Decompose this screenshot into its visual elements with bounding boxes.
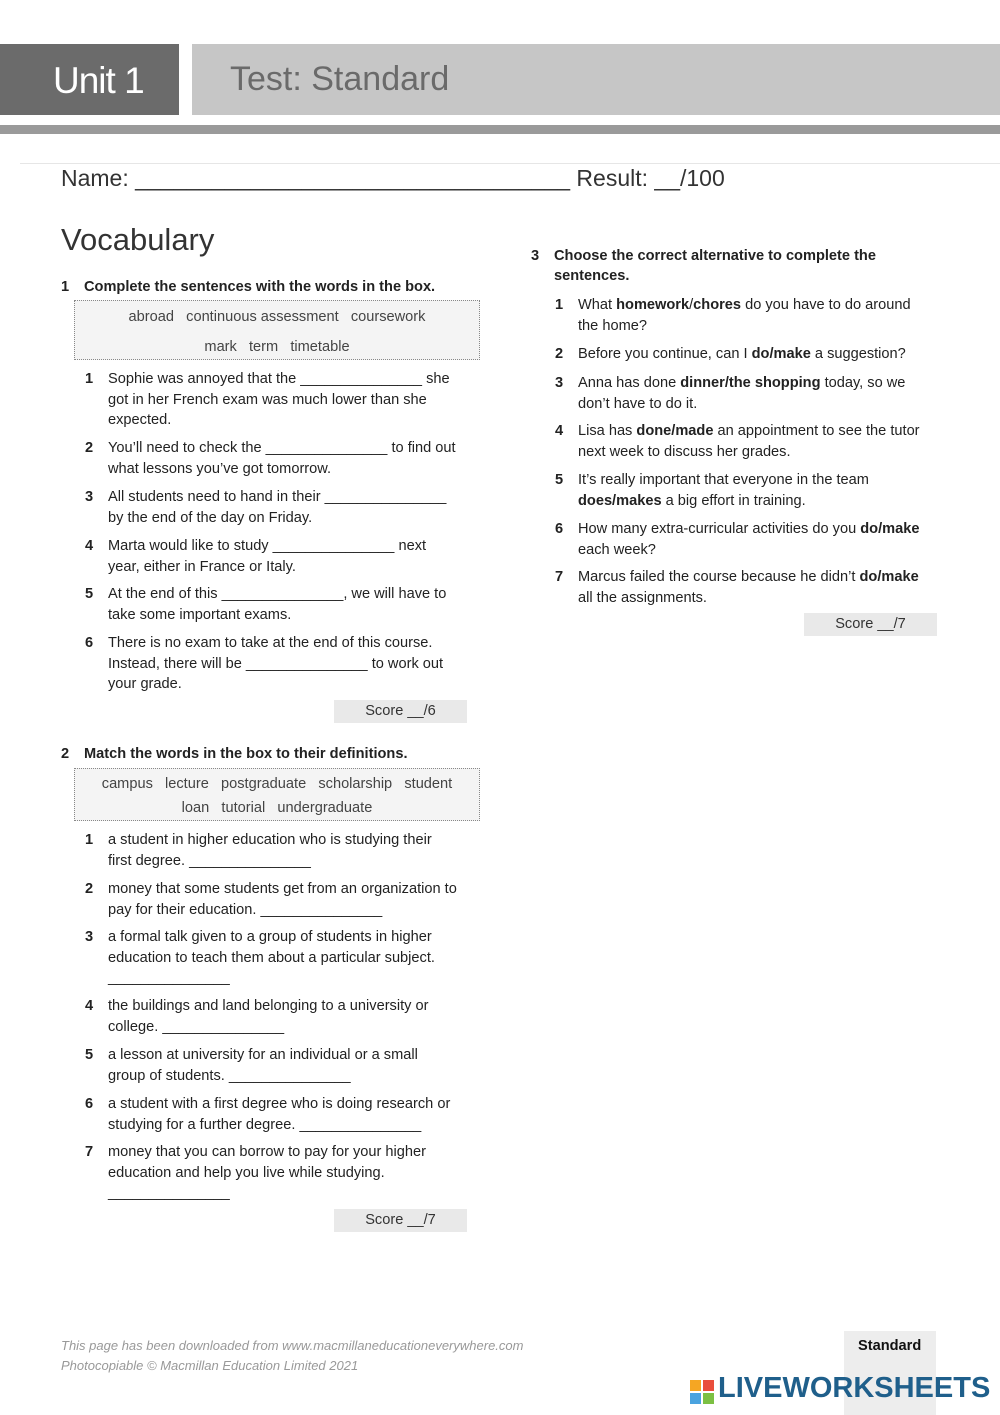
exercise-number: 2 [61, 746, 70, 762]
question-item [555, 470, 955, 511]
question-number: 6 [85, 635, 94, 651]
question-text-line [578, 316, 647, 337]
question-text-line: a lesson at university for an individual or a small [108, 1047, 418, 1063]
question-text-segment: How many extra-curricular activities do you [578, 521, 861, 537]
answer-choice[interactable]: chores [693, 297, 742, 313]
question-item [85, 584, 485, 625]
question-item [85, 633, 485, 695]
question-text-segment: It’s really important that everyone in the team [578, 472, 869, 488]
question-number: 5 [85, 586, 94, 602]
question-text-segment: today, so we [820, 375, 906, 391]
exercise-instruction-line: sentences. [554, 268, 630, 284]
question-text-line: _______________ [108, 1185, 230, 1201]
question-number: 4 [85, 998, 94, 1014]
word-box-1 [74, 300, 480, 360]
question-item [85, 369, 485, 431]
section-title: Vocabulary [61, 222, 215, 257]
exercise-number: 1 [61, 279, 70, 295]
question-text-line: You’ll need to check the _______________ to find out [108, 440, 456, 456]
question-text-line: first degree. _______________ [108, 852, 311, 869]
question-text-line: what lessons you’ve got tomorrow. [108, 460, 332, 477]
test-title: Test: Standard [230, 60, 450, 98]
question-number: 2 [555, 346, 564, 362]
question-text-line: a student with a first degree who is doing research or [108, 1096, 451, 1112]
question-text-segment: an appointment to see the tutor [713, 423, 920, 439]
question-text-line: All students need to hand in their _______________ [108, 489, 447, 505]
exercise-number: 3 [531, 248, 540, 264]
question-text-line [578, 588, 707, 609]
answer-choice[interactable]: dinner/the shopping [680, 375, 821, 391]
question-item [85, 830, 485, 871]
answer-choice[interactable]: do/make [751, 346, 811, 362]
question-text-line: your grade. [108, 676, 182, 692]
question-item [555, 373, 955, 414]
question-text-line: Instead, there will be _______________ to work out [108, 655, 444, 672]
question-item [85, 1045, 485, 1086]
question-number: 6 [85, 1096, 94, 1112]
question-number: 4 [555, 423, 564, 439]
question-text-segment: don’t have to do it. [578, 395, 698, 412]
word-box-line: loan tutorial undergraduate [181, 800, 373, 816]
question-text-segment: next week to discuss her grades. [578, 443, 791, 460]
question-number: 3 [85, 489, 94, 505]
question-text-line: pay for their education. _______________ [108, 901, 383, 918]
word-box-line: abroad continuous assessment coursework [128, 309, 426, 325]
question-text-segment: Marcus failed the course because he didn’t [578, 569, 860, 585]
question-text-line: group of students. _______________ [108, 1067, 351, 1084]
question-text-line [578, 519, 919, 540]
question-text-line: a student in higher education who is studying their [108, 832, 432, 848]
liveworksheets-icon [690, 1380, 714, 1404]
answer-choice[interactable]: do/make [860, 521, 920, 537]
question-number: 1 [85, 371, 94, 387]
question-number: 7 [85, 1144, 94, 1160]
answer-choice[interactable]: do/make [859, 569, 919, 585]
question-text-line: There is no exam to take at the end of this course. [108, 635, 433, 651]
question-text-line [578, 421, 920, 442]
question-item [85, 1094, 485, 1135]
question-item [85, 996, 485, 1037]
question-number: 5 [555, 472, 564, 488]
word-box-2 [74, 768, 480, 821]
unit-label: Unit 1 [53, 60, 144, 101]
question-text-line: money that some students get from an organization to [108, 881, 457, 897]
question-text-line [578, 442, 791, 463]
question-text-line: Sophie was annoyed that the _______________ she [108, 371, 450, 387]
score-box-3: Score __/7 [804, 613, 937, 636]
thin-divider [20, 163, 1000, 164]
question-text-line: education and help you live while studying. [108, 1164, 385, 1181]
name-result-line: Name: __________________________________ Result: __/100 [61, 165, 725, 191]
question-text-segment: all the assignments. [578, 589, 707, 606]
exercise-instruction: Complete the sentences with the words in the box. [84, 279, 436, 295]
question-item [555, 567, 955, 608]
question-number: 6 [555, 521, 564, 537]
question-text-segment: a big effort in training. [661, 492, 806, 509]
footer-copyright: Photocopiable © Macmillan Education Limited 2021 [61, 1358, 359, 1373]
question-text-line: year, either in France or Italy. [108, 558, 296, 575]
question-number: 4 [85, 538, 94, 554]
question-text-segment: What [578, 297, 617, 313]
question-text-line: a formal talk given to a group of students in higher [108, 929, 432, 945]
question-number: 7 [555, 569, 564, 585]
question-text-line: studying for a further degree. _______________ [108, 1116, 422, 1133]
question-text-line: At the end of this _______________, we will have to [108, 586, 447, 602]
question-number: 2 [85, 881, 94, 897]
question-text-segment: a suggestion? [810, 346, 906, 362]
word-box-line: mark term timetable [204, 339, 350, 355]
brand-name: LIVEWORKSHEETS [718, 1372, 991, 1404]
question-text-line: money that you can borrow to pay for your higher [108, 1144, 426, 1160]
question-text-line [578, 295, 911, 316]
question-item [555, 295, 955, 336]
question-number: 5 [85, 1047, 94, 1063]
question-item [555, 421, 955, 462]
question-text-line [578, 344, 906, 365]
question-number: 1 [555, 297, 564, 313]
question-item [555, 519, 955, 560]
score-box-1: Score __/6 [334, 700, 467, 723]
question-text-line: got in her French exam was much lower than she [108, 391, 427, 408]
level-label: Standard [858, 1338, 922, 1354]
question-text-line [578, 470, 869, 491]
header-divider [0, 125, 1000, 134]
answer-choice[interactable]: homework [616, 297, 690, 313]
question-item [555, 344, 955, 365]
question-text-line: college. _______________ [108, 1018, 285, 1035]
exercise-instruction: Match the words in the box to their definitions. [84, 746, 408, 762]
question-text-segment: / [689, 297, 694, 313]
footer-download-note: This page has been downloaded from www.macmillaneducationeverywhere.com [61, 1338, 524, 1353]
question-number: 3 [85, 929, 94, 945]
question-text-line: take some important exams. [108, 606, 292, 623]
question-text-line: education to teach them about a particular subject. [108, 949, 435, 966]
question-item [85, 927, 485, 989]
question-text-line: the buildings and land belonging to a university or [108, 998, 429, 1014]
word-box-line: campus lecture postgraduate scholarship student [101, 776, 453, 792]
question-number: 3 [555, 375, 564, 391]
question-text-line [578, 491, 806, 512]
score-box-2: Score __/7 [334, 1209, 467, 1232]
question-item [85, 536, 485, 577]
question-number: 1 [85, 832, 94, 848]
question-text-segment: the home? [578, 317, 647, 334]
exercise-instruction-line: Choose the correct alternative to complete the [554, 248, 876, 264]
answer-choice[interactable]: does/makes [578, 492, 662, 509]
question-text-line [578, 567, 919, 588]
question-text-line [578, 540, 656, 561]
question-text-line: by the end of the day on Friday. [108, 509, 313, 526]
question-text-segment: Before you continue, can I [578, 346, 752, 362]
question-text-segment: Anna has done [578, 375, 681, 391]
answer-choice[interactable]: done/made [636, 423, 714, 439]
question-text-line [578, 373, 905, 394]
question-number: 2 [85, 440, 94, 456]
question-text-segment: Lisa has [578, 423, 637, 439]
question-item [85, 1142, 485, 1204]
question-text-line: expected. [108, 412, 172, 428]
question-text-line [578, 394, 697, 415]
question-item [85, 487, 485, 528]
question-text-segment: each week? [578, 541, 656, 558]
question-text-line: Marta would like to study _______________ next [108, 538, 427, 554]
question-text-segment: do you have to do around [741, 297, 911, 313]
question-item [85, 438, 485, 479]
question-text-line: _______________ [108, 970, 230, 986]
question-item [85, 879, 485, 920]
